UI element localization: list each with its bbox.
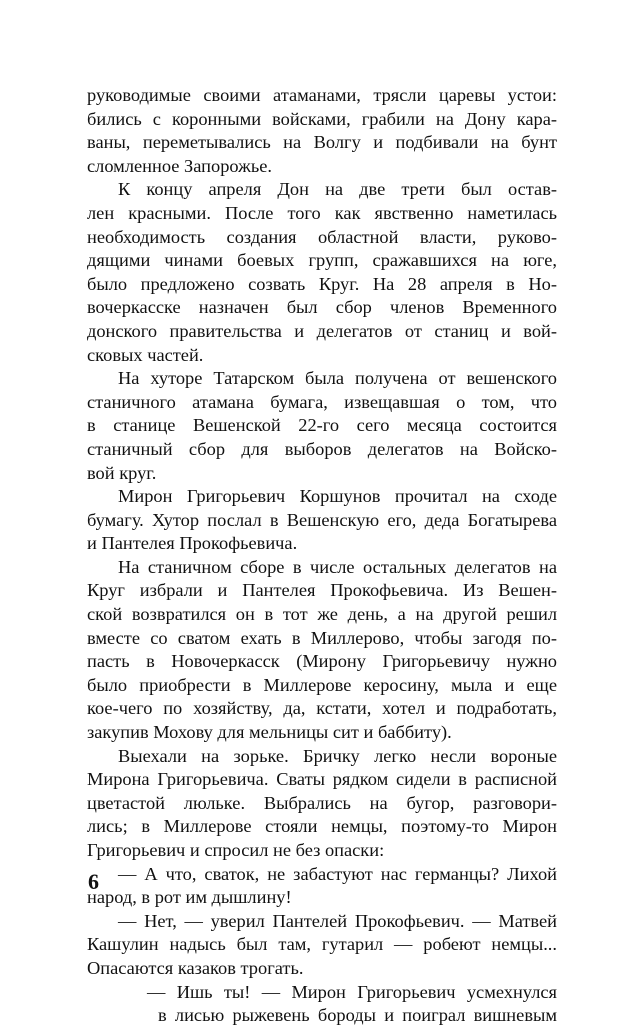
text-line: закупив Мохову для мельницы сит и баббиту). <box>87 722 452 743</box>
text-line: станичного атамана бумага, извещавшая о том, что <box>87 391 557 412</box>
body-text <box>87 84 557 1028</box>
text-line: На станичном сборе в числе остальных делегатов на <box>118 556 557 577</box>
text-line: Опасаются казаков трогать. <box>87 957 304 978</box>
text-line: Кашулин надысь был там, гутарил — робеют немцы... <box>87 934 557 955</box>
text-line: необходимость создания областной власти, руково- <box>87 226 557 247</box>
text-line: бились с коронными войсками, грабили на Дону кара- <box>87 108 557 129</box>
text-line: лен красными. После того как явственно наметилась <box>87 202 557 223</box>
text-line: Выехали на зорьке. Бричку легко несли вороные <box>118 745 557 766</box>
page-number: 6 <box>88 869 99 894</box>
text-line: народ, в рот им дышлину! <box>87 887 292 908</box>
text-line: Мирона Григорьевича. Сваты рядком сидели в расписной <box>87 769 557 790</box>
text-line: ской возвратился он в тот же день, а на другой решил <box>87 604 557 625</box>
text-line: и Пантелея Прокофьевича. <box>87 533 298 554</box>
text-line: сковых частей. <box>87 344 204 365</box>
text-line: Мирон Григорьевич Коршунов прочитал на сходе <box>118 486 557 507</box>
text-line: было предложено созвать Круг. На 28 апреля в Но- <box>87 273 557 294</box>
text-line: На хуторе Татарском была получена от вешенского <box>118 368 557 389</box>
text-line: — Нет, — уверил Пантелей Прокофьевич. — Матвей <box>118 910 557 931</box>
text-line: — Ишь ты! — Мирон Григорьевич усмехнулся <box>147 981 557 1002</box>
text-line: руководимые своими атаманами, трясли царевы устои: <box>87 85 557 105</box>
text-line: вместе со сватом ехать в Миллерово, чтобы загодя по- <box>87 627 557 648</box>
text-line: донского правительства и делегатов от станиц и вой- <box>87 320 557 341</box>
text-line: вой круг. <box>87 462 157 483</box>
text-line: лись; в Миллерове стояли немцы, поэтому-то Мирон <box>87 816 557 837</box>
text-line: станичный сбор для выборов делегатов на Войско- <box>87 438 557 459</box>
text-line: К концу апреля Дон на две трети был остав- <box>118 179 557 200</box>
text-line: Круг избрали и Пантелея Прокофьевича. Из Вешен- <box>87 580 557 601</box>
text-line: в лисью рыжевень бороды и поиграл вишневым <box>158 1005 557 1026</box>
text-line: кое-чего по хозяйству, да, кстати, хотел и подработать, <box>87 698 557 719</box>
text-line: вочеркасске назначен был сбор членов Временного <box>87 297 557 318</box>
text-line: ваны, переметывались на Волгу и подбивали на бунт <box>87 132 557 153</box>
text-line: Григорьевич и спросил не без опаски: <box>87 840 385 860</box>
text-line: дящими чинами боевых групп, сражавшихся на юге, <box>87 250 557 271</box>
text-line: цветастой люльке. Выбрались на бугор, разговори- <box>87 792 557 813</box>
text-line: сломленное Запорожье. <box>87 155 272 176</box>
text-line: в станице Вешенской 22-го сего месяца состоится <box>87 415 557 436</box>
text-line: бумагу. Хутор послал в Вешенскую его, деда Богатырева <box>87 509 557 530</box>
text-line: — А что, сваток, не забастуют нас германцы? Лихой <box>118 863 557 884</box>
text-line: пасть в Новочеркасск (Мирону Григорьевичу нужно <box>87 651 557 672</box>
text-line: было приобрести в Миллерове керосину, мыла и еще <box>87 674 557 695</box>
